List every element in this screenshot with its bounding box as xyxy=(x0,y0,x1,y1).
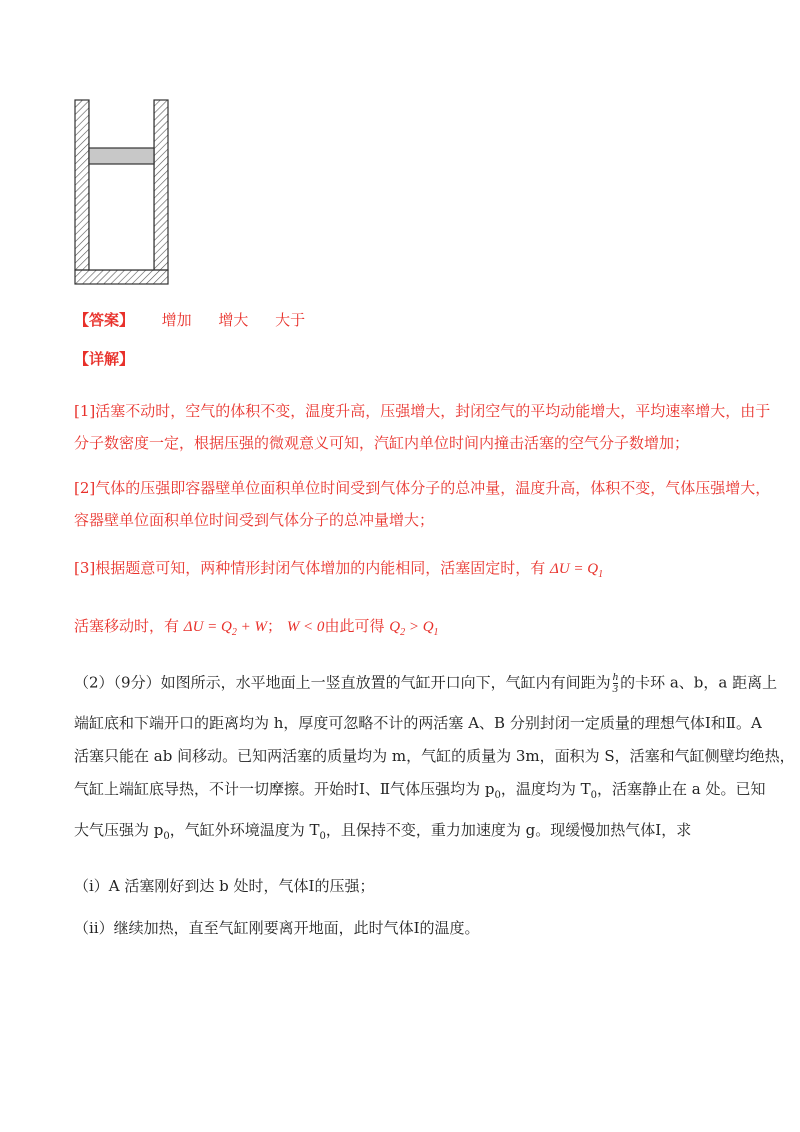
explain-p2-line2: 容器壁单位面积单位时间受到气体分子的总冲量增大； xyxy=(74,511,435,529)
explain-p1-line2: 分子数密度一定，根据压强的微观意义可知，汽缸内单位时间内撞击活塞的空气分子数增加； xyxy=(74,434,690,452)
explain-p4: 活塞移动时，有 $\Delta U = Q_2 + W$； W < 0由此可得 $Q_2 > Q_1$ xyxy=(74,617,439,638)
equation: $\Delta U = Q_1$ xyxy=(550,561,604,580)
piston xyxy=(89,148,154,164)
problem-line3: 活塞只能在 ab 间移动。已知两活塞的质量均为 m，气缸的质量为 3m，面积为 S，活塞和气缸侧壁均绝热， xyxy=(74,747,795,765)
question-2: （ⅱ）继续加热，直至气缸刚要离开地面，此时气体Ⅰ的温度。 xyxy=(74,919,480,937)
explain-p1-line1: [1]活塞不动时，空气的体积不变，温度升高，压强增大，封闭空气的平均动能增大，平均速率增大，由于 xyxy=(74,402,771,420)
equation: $\Delta U = Q_2 + W$ xyxy=(183,619,268,638)
explain-label: 【详解】 xyxy=(74,350,135,368)
cylinder-diagram xyxy=(70,98,170,288)
problem-line5: 大气压强为 $p_0$，气缸外环境温度为 $T_0$，且保持不变，重力加速度为 g。现缓慢加热气体Ⅰ，求 xyxy=(74,821,692,842)
explain-p4-mid: 由此可得 xyxy=(324,617,385,635)
cylinder-right-wall xyxy=(154,100,168,270)
explain-p3-text: [3]根据题意可知，两种情形封闭气体增加的内能相同，活塞固定时，有 xyxy=(74,559,546,577)
explain-p4-text: 活塞移动时，有 xyxy=(74,617,180,635)
equation: $Q_2 > Q_1$ xyxy=(389,619,439,638)
problem-line2: 端缸底和下端开口的距离均为 h，厚度可忽略不计的两活塞 A、B 分别封闭一定质量的理想气体Ⅰ和Ⅱ。A xyxy=(74,714,762,732)
cylinder-left-wall xyxy=(75,100,89,270)
explain-p2-line1: [2]气体的压强即容器壁单位面积单位时间受到气体分子的总冲量，温度升高，体积不变，气体压强增大， xyxy=(74,479,771,497)
equation: W < 0 xyxy=(286,619,325,635)
answer-item: 增加 xyxy=(161,311,192,329)
cylinder-bottom xyxy=(75,270,168,284)
fraction-h-over-3: $\frac{h}{3}$ xyxy=(612,671,619,695)
problem-line4: 气缸上端缸底导热，不计一切摩擦。开始时Ⅰ、Ⅱ气体压强均为 $p_0$，温度均为 $T_0$，活塞静止在 a 处。已知 xyxy=(74,780,766,801)
answer-line xyxy=(74,310,305,330)
answer-item: 大于 xyxy=(275,311,306,329)
answer-item: 增大 xyxy=(218,311,249,329)
problem-line1: （2）（9分）如图所示，水平地面上一竖直放置的气缸开口向下，气缸内有间距为 $\frac{h}{3}$ 的卡环 a、b，a 距离上 xyxy=(74,671,778,695)
question-1: （ⅰ）A 活塞刚好到达 b 处时，气体Ⅰ的压强； xyxy=(74,877,375,895)
explain-p3 xyxy=(74,558,603,579)
answer-label: 【答案】 xyxy=(74,311,135,329)
